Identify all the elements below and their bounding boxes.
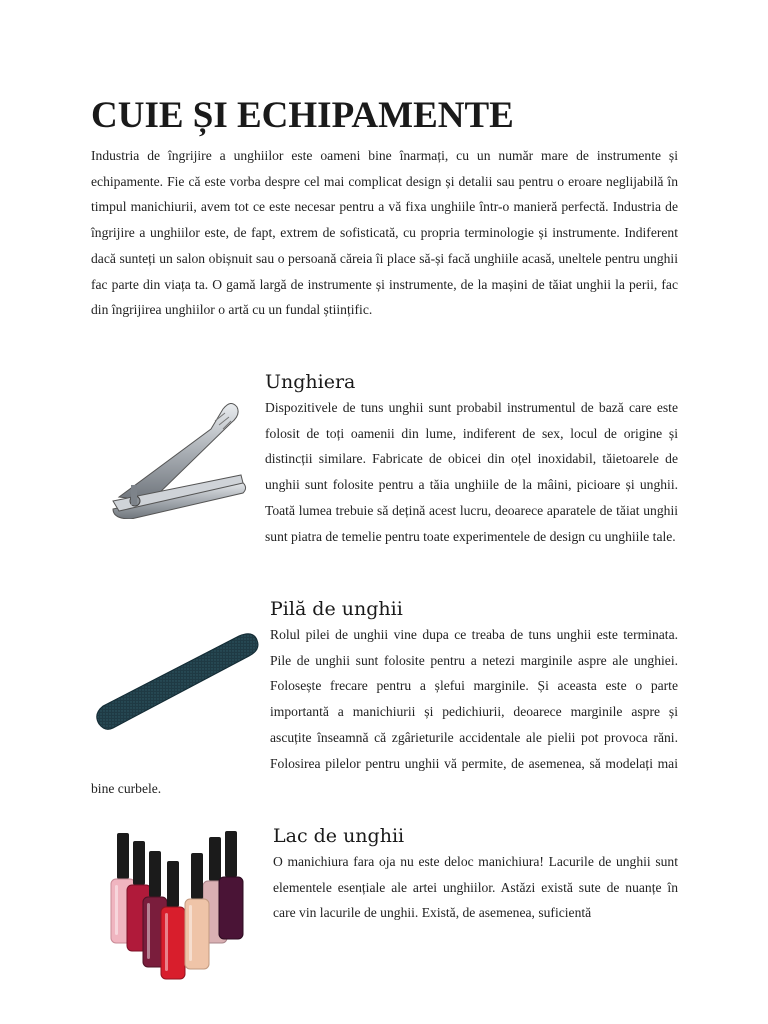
section-heading-unghiera: Unghiera (265, 371, 356, 393)
nail-polish-bottles-icon (91, 823, 261, 993)
nail-polish-image (91, 823, 273, 1001)
section-pila (91, 596, 678, 802)
section-unghiera (91, 369, 678, 549)
nail-file-icon (91, 596, 261, 746)
section-text-unghiera: Dispozitivele de tuns unghii sunt probabil instrumentul de bază care este folosit de toți oamenii din lume, indiferent de sex, locul de origine și distincții similare. Fabricate de obicei din oțel inoxidabil, tăietoarele de unghii sunt folosite pentru a tăia unghiile de la mâini, picioare și unghii. Toată lumea trebuie să dețină acest lucru, deoarece aparatele de tăiat unghii sunt piatra de temelie pentru toate experimentele de design cu unghiile tale. (265, 400, 678, 544)
nail-file-image (91, 596, 270, 774)
nail-clipper-image (91, 369, 265, 543)
section-heading-lac: Lac de unghii (273, 825, 405, 847)
intro-paragraph: Industria de îngrijire a unghiilor este oameni bine înarmați, cu un număr mare de instrumente și echipamente. Fie că este vorba despre cel mai complicat design și detalii sau pentru o eroare neglijabilă în timpul manichiurii, avem tot ce este necesar pentru a vă fixa unghiile într-o manieră perfectă. Industria de îngrijire a unghiilor este, de fapt, extrem de sofisticată, cu propria terminologie și instrumente. Indiferent dacă sunteți un salon obișnuit sau o persoană căreia îi place să-și facă unghiile acasă, uneltele pentru unghii fac parte din viața ta. O gamă largă de instrumente și instrumente, de la mașini de tăiat unghii la perii, fac din îngrijirea unghiilor o artă cu un fundal științific. (91, 148, 678, 318)
page-title: CUIE ȘI ECHIPAMENTE (91, 95, 514, 136)
section-text-pila: Rolul pilei de unghii vine dupa ce treaba de tuns unghii este terminata. Pile de unghii sunt folosite pentru a netezi marginile aspre ale unghiei. Folosește frecare pentru a șlefui marginile. Și aceasta este o parte importantă a manichiurii și pedichiurii, deoarece marginile aspre și ascuțite înseamnă că zgârieturile accidentale ale pielii pot provoca răni. Folosirea pilelor pentru unghii vă permite, de asemenea, să modelați mai bine curbele. (91, 627, 678, 797)
section-heading-pila: Pilă de unghii (270, 598, 403, 620)
section-lac (91, 823, 678, 1001)
section-text-lac: O manichiura fara oja nu este deloc manichiura! Lacurile de unghii sunt elementele esențiale ale artei unghiilor. Astăzi există sute de nuanțe în care vin lacurile de unghii. Există, de asemenea, suficientă (273, 854, 678, 921)
nail-clipper-icon (91, 369, 251, 519)
